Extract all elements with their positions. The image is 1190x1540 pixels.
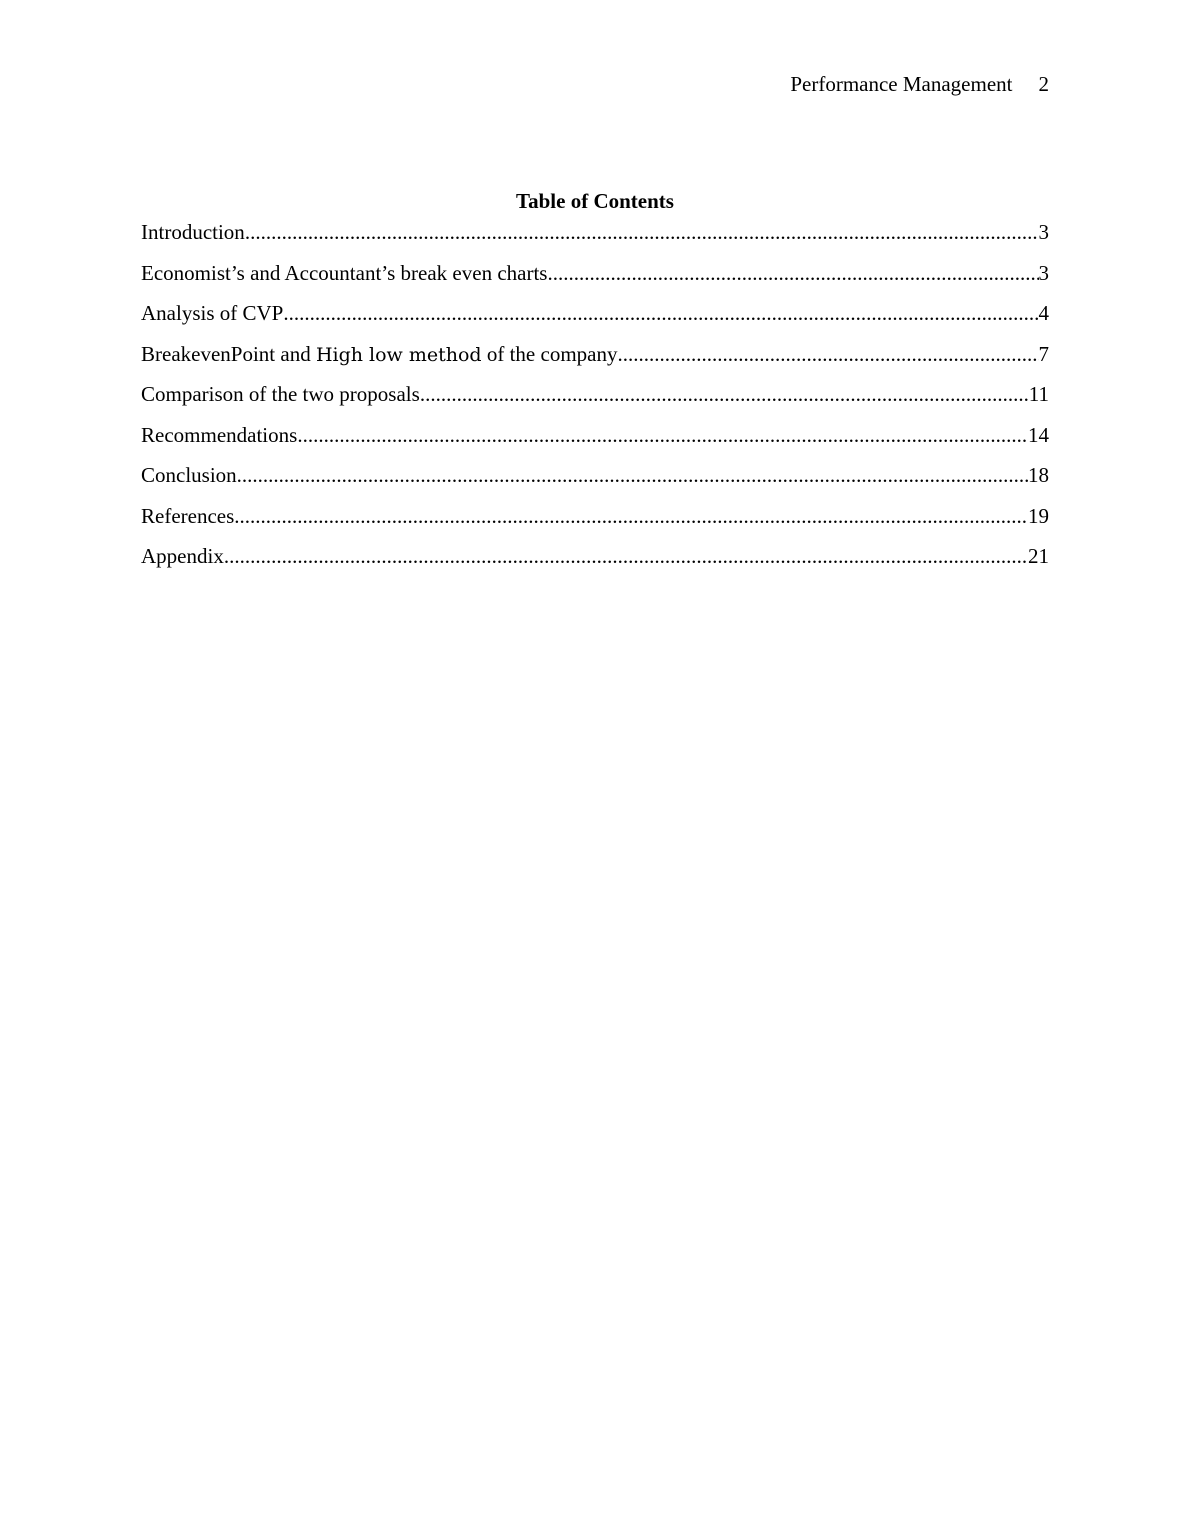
toc-entry-label: Comparison of the two proposals: [141, 382, 420, 406]
toc-entry-label: Analysis of CVP: [141, 301, 284, 325]
toc-entry-label-part: BreakevenPoint and: [141, 341, 316, 366]
toc-dot-leader: [297, 421, 1028, 449]
toc-entry-references[interactable]: [141, 502, 1049, 543]
toc-entry-label-part: High low method: [315, 343, 482, 366]
toc-entry-page: 3: [1038, 260, 1049, 285]
toc-entry-page: 18: [1028, 463, 1049, 487]
toc-dot-leader: [617, 340, 1038, 368]
toc-entry-appendix[interactable]: [141, 542, 1049, 583]
toc-entry-analysis-of-cvp[interactable]: [141, 299, 1049, 340]
toc-entry-label: Recommendations: [141, 422, 298, 447]
toc-entry-label: [141, 340, 617, 369]
toc-entry-page: 19: [1028, 503, 1049, 528]
toc-dot-leader: [420, 380, 1029, 408]
toc-entry-page: 4: [1038, 301, 1049, 325]
toc-entry-label: References: [141, 503, 235, 528]
toc-entry-label-part: of the company: [481, 341, 618, 366]
toc-entry-comparison[interactable]: [141, 380, 1049, 421]
toc-dot-leader: [245, 218, 1039, 246]
running-header-title: Performance Management: [790, 72, 1013, 96]
toc-entry-label: Economist’s and Accountant’s break even charts: [141, 260, 548, 285]
toc-dot-leader: [234, 502, 1028, 530]
toc-entry-label: Appendix: [141, 544, 224, 568]
page-number: 2: [1038, 72, 1049, 96]
toc-entry-page: 3: [1038, 220, 1049, 244]
toc-dot-leader: [283, 299, 1038, 327]
page-header: [790, 70, 1049, 98]
toc-entry-conclusion[interactable]: [141, 461, 1049, 502]
toc-list: [141, 218, 1049, 583]
toc-entry-label: Introduction: [141, 220, 245, 244]
toc-entry-page: 11: [1028, 382, 1049, 406]
toc-entry-page: 14: [1028, 422, 1049, 447]
toc-entry-introduction[interactable]: [141, 218, 1049, 259]
toc-dot-leader: [237, 461, 1028, 489]
toc-entry-label: Conclusion: [141, 463, 237, 487]
toc-entry-recommendations[interactable]: [141, 421, 1049, 462]
toc-entry-page: 21: [1028, 544, 1049, 568]
toc-entry-page: 7: [1038, 341, 1049, 366]
toc-dot-leader: [547, 259, 1038, 287]
toc-dot-leader: [224, 542, 1028, 570]
toc-entry-breakeven-point[interactable]: [141, 340, 1049, 381]
toc-title: Table of Contents: [516, 189, 674, 213]
toc-entry-break-even-charts[interactable]: [141, 259, 1049, 300]
